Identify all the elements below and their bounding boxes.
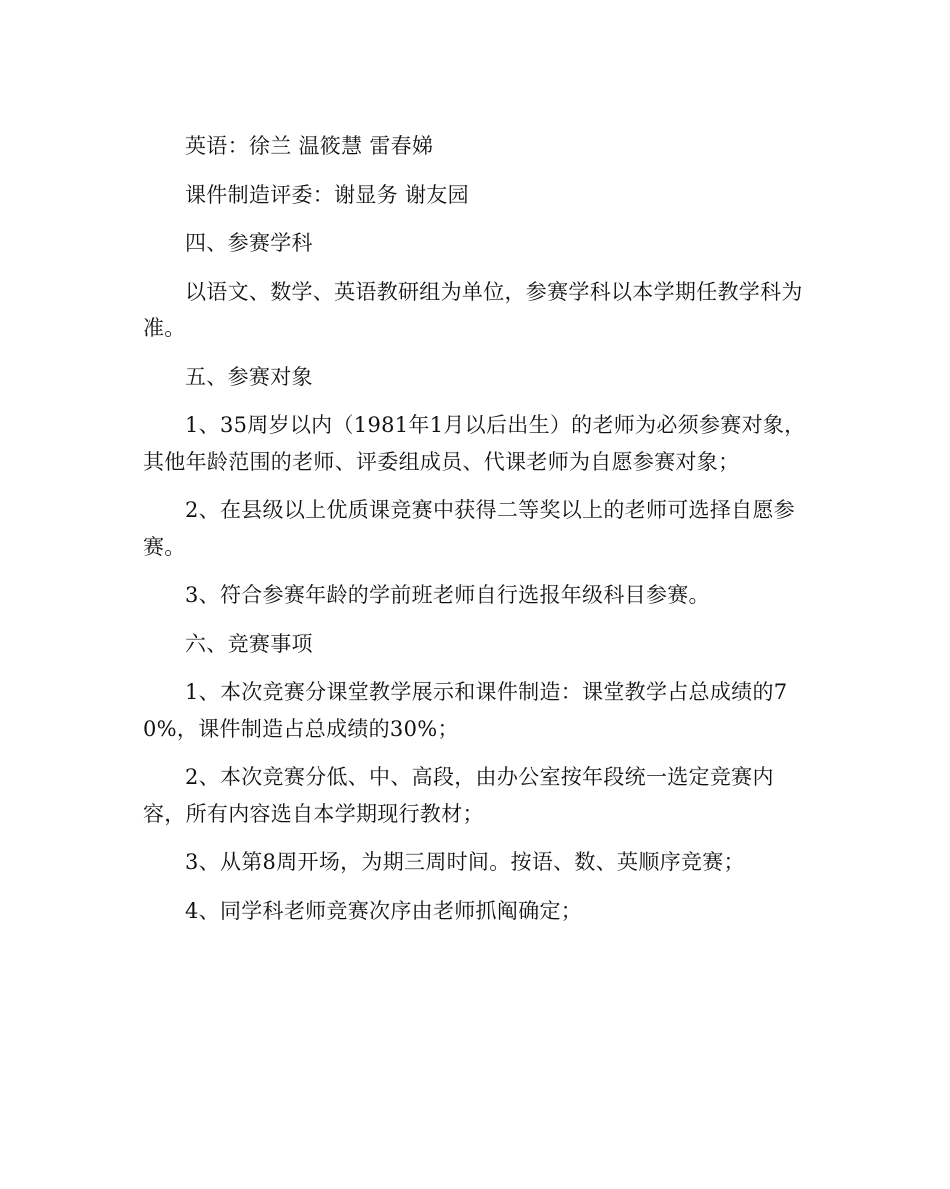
section-heading-participants: 五、参赛对象 [185,364,313,389]
paragraph-competition-2: 2、本次竞赛分低、中、高段，由办公室按年段统一选定竞赛内容，所有内容选自本学期现行教材； [143,765,774,826]
paragraph-participants-3: 3、符合参赛年龄的学前班老师自行选报年级科目参赛。 [185,583,710,607]
paragraph-courseware-judges: 课件制造评委：谢显务 谢友园 [185,182,469,207]
section-heading-competition: 六、竞赛事项 [185,631,313,656]
paragraph-subjects: 以语文、数学、英语教研组为单位，参赛学科以本学期任教学科为准。 [143,279,803,340]
paragraph-competition-1: 1、本次竞赛分课堂教学展示和课件制造：课堂教学占总成绩的70%，课件制造占总成绩的30%； [143,680,788,741]
paragraph-competition-3: 3、从第8周开场，为期三周时间。按语、数、英顺序竞赛； [185,850,745,874]
paragraph-english-judges: 英语：徐兰 温筱慧 雷春娣 [185,134,434,158]
paragraph-participants-1: 1、35周岁以内（1981年1月以后出生）的老师为必须参赛对象，其他年龄范围的老师、评委组成员、代课老师为自愿参赛对象； [143,413,806,474]
section-heading-subjects: 四、参赛学科 [185,231,313,255]
paragraph-participants-2: 2、在县级以上优质课竞赛中获得二等奖以上的老师可选择自愿参赛。 [143,498,796,559]
paragraph-competition-4: 4、同学科老师竞赛次序由老师抓阄确定； [185,898,583,923]
document-body [143,128,808,941]
